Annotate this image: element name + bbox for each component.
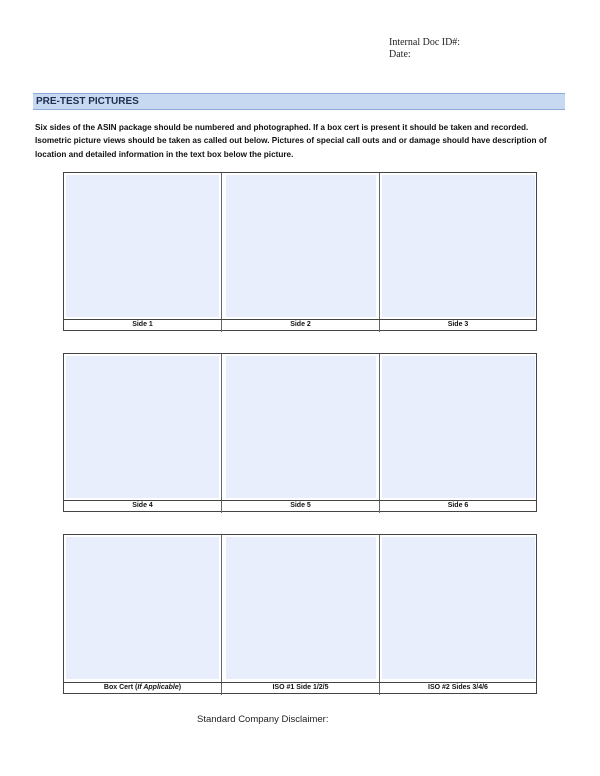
doc-id-label: Internal Doc ID#: (389, 37, 461, 48)
photo-grid-3 (63, 534, 537, 694)
caption-box-cert: Box Cert (If Applicable) (103, 684, 182, 691)
column-divider (379, 535, 380, 695)
instructions-text: Six sides of the ASIN package should be numbered and photographed. If a box cert is present it should be taken and recorded. Isometric picture views should be taken as called out below. Pictures of special call outs and or damage should have description of location and detailed information in the text box below the picture. (35, 123, 547, 159)
caption-side-6: Side 6 (447, 502, 469, 509)
caption-side-3: Side 3 (447, 321, 469, 328)
doc-meta (389, 37, 460, 61)
caption-iso-1: ISO #1 Side 1/2/5 (272, 684, 329, 691)
photo-slot-box-cert[interactable] (66, 537, 219, 679)
caption-side-2: Side 2 (290, 321, 311, 328)
photo-grid-2 (63, 353, 537, 512)
caption-side-1: Side 1 (132, 321, 153, 328)
column-divider (379, 173, 380, 332)
caption-row (64, 500, 536, 511)
photo-slot-side-6[interactable] (382, 356, 535, 498)
caption-iso-2: ISO #2 Sides 3/4/6 (428, 684, 488, 691)
photo-slot-iso-1[interactable] (226, 537, 376, 679)
caption-side-5: Side 5 (290, 502, 311, 509)
photo-slot-side-4[interactable] (66, 356, 219, 498)
photo-slot-side-1[interactable] (66, 175, 219, 317)
disclaimer: Standard Company Disclaimer: (197, 714, 329, 725)
date-label: Date: (389, 49, 411, 60)
caption-side-4: Side 4 (132, 502, 153, 509)
column-divider (379, 354, 380, 513)
section-header (33, 93, 565, 110)
caption-row (64, 682, 536, 693)
section-title: PRE-TEST PICTURES (36, 96, 139, 107)
photo-slot-side-5[interactable] (226, 356, 376, 498)
photo-grid-1 (63, 172, 537, 331)
photo-slot-side-3[interactable] (382, 175, 535, 317)
photo-slot-side-2[interactable] (226, 175, 376, 317)
photo-slot-iso-2[interactable] (382, 537, 535, 679)
column-divider (221, 354, 222, 513)
column-divider (221, 173, 222, 332)
column-divider (221, 535, 222, 695)
caption-row (64, 319, 536, 330)
